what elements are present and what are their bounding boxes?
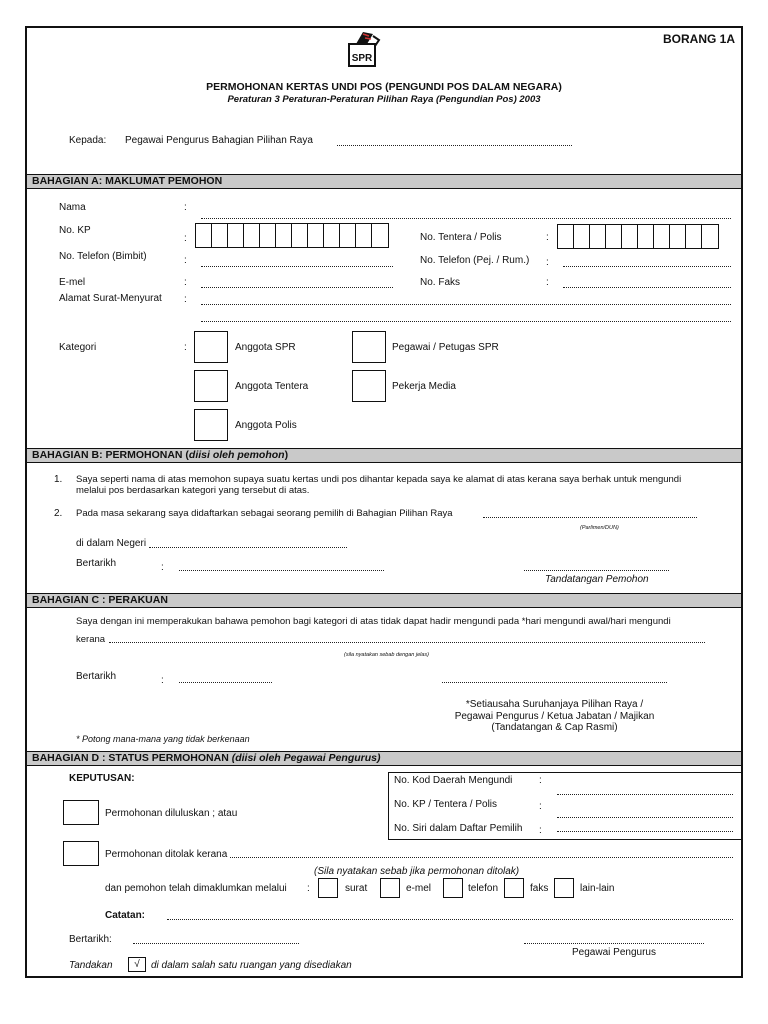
officer-signature-field[interactable]: [524, 943, 704, 944]
c-date-field[interactable]: [179, 682, 272, 683]
c-signature-field[interactable]: [442, 682, 667, 683]
svg-text:SPR: SPR: [351, 53, 373, 64]
b-item2-text: Pada masa sekarang saya didaftarkan sebagai seorang pemilih di Bahagian Pilihan Raya: [76, 508, 453, 519]
email-field[interactable]: [201, 287, 393, 288]
channel-phone-label: telefon: [468, 883, 499, 894]
channel-email-label: e-mel: [406, 883, 432, 894]
parlimen-note: (Parlimen/DUN): [580, 525, 619, 531]
category-police-checkbox[interactable]: [194, 409, 228, 441]
office-phone-field[interactable]: [563, 266, 731, 267]
category-spr-officer-label: Pegawai / Petugas SPR: [392, 342, 499, 353]
channel-fax-label: faks: [530, 883, 549, 894]
address-field-2[interactable]: [201, 321, 731, 322]
to-label: Kepada:: [69, 135, 107, 146]
serial-label: No. Siri dalam Daftar Pemilih: [394, 823, 523, 834]
form-code: BORANG 1A: [662, 32, 735, 46]
kp-label: No. KP: [59, 225, 91, 236]
c-signer-line3: (Tandatangan & Cap Rasmi): [491, 722, 618, 733]
approved-checkbox[interactable]: [63, 800, 99, 825]
notes-field[interactable]: [167, 919, 733, 920]
spr-logo: [343, 30, 383, 70]
section-a-header: BAHAGIAN A: MAKLUMAT PEMOHON: [27, 174, 741, 189]
office-phone-label: No. Telefon (Pej. / Rum.): [420, 255, 530, 266]
section-c-header: BAHAGIAN C : PERAKUAN: [27, 593, 741, 608]
category-police-label: Anggota Polis: [235, 420, 297, 431]
area-code-field[interactable]: [557, 794, 733, 795]
reject-note: (Sila nyatakan sebab jika permohonan ditolak): [314, 866, 520, 877]
kp-input[interactable]: [195, 223, 389, 248]
address-label: Alamat Surat-Menyurat: [59, 293, 162, 304]
c-date-label: Bertarikh: [76, 671, 117, 682]
section-b-header: BAHAGIAN B: PERMOHONAN (diisi oleh pemohon): [27, 448, 741, 463]
fax-field[interactable]: [563, 287, 731, 288]
category-media-checkbox[interactable]: [352, 370, 386, 402]
b-date-label: Bertarikh: [76, 558, 117, 569]
category-label: Kategori: [59, 342, 97, 353]
negeri-field[interactable]: [149, 547, 347, 548]
category-spr-checkbox[interactable]: [194, 331, 228, 363]
b-item1-line1: Saya seperti nama di atas memohon supaya suatu kertas undi pos dihantar kepada saya ke alamat di atas kerana saya berhak untuk mengundi: [76, 474, 682, 485]
c-signer-line1: *Setiausaha Suruhanjaya Pilihan Raya /: [465, 699, 644, 710]
channel-phone-checkbox[interactable]: [443, 878, 463, 898]
d-kp-label: No. KP / Tentera / Polis: [394, 799, 498, 810]
tick-suffix: di dalam salah satu ruangan yang disediakan: [151, 960, 352, 971]
b-signature-label: Tandatangan Pemohon: [545, 574, 649, 585]
channel-email-checkbox[interactable]: [380, 878, 400, 898]
category-spr-officer-checkbox[interactable]: [352, 331, 386, 363]
c-reason-note: (sila nyatakan sebab dengan jelas): [344, 652, 430, 658]
form-subtitle: Peraturan 3 Peraturan-Peraturan Pilihan Raya (Pengundian Pos) 2003: [227, 94, 541, 105]
category-army-checkbox[interactable]: [194, 370, 228, 402]
name-label: Nama: [59, 202, 86, 213]
reject-reason-field[interactable]: [230, 857, 733, 858]
rejected-checkbox[interactable]: [63, 841, 99, 866]
phone-field[interactable]: [201, 266, 393, 267]
c-line1: Saya dengan ini memperakukan bahawa pemohon bagi kategori di atas tidak dapat hadir mengundi pada *hari mengundi awal/hari mengundi: [76, 616, 671, 627]
decision-label: KEPUTUSAN:: [69, 773, 135, 784]
serial-field[interactable]: [557, 831, 733, 832]
d-kp-field[interactable]: [557, 817, 733, 818]
b-item1-line2: melalui pos berdasarkan kategori yang tersebut di atas.: [76, 485, 310, 496]
army-input[interactable]: [557, 224, 719, 249]
form-frame: BORANG 1A SPR PERMOHONAN KERTAS UNDI POS (PENGUNDI POS DALAM NEGARA) Peraturan 3 Peraturan-Peraturan Pilihan Raya (Pengundian Pos) 2003 Kepada: Pegawai Pengurus Bahagian Pilihan Raya BAHAGIAN A: MAKLUMAT PEMOHON Nama : No. KP : No. Tentera / Polis : No. Telefon (Bimbit) : No. Telefon (Pej. / Rum.) : E-mel : No. Faks : Alamat Surat-Menyurat : Kategori : Anggota SPR Pegawai / Petugas SPR Anggota Tentera Pekerja Media Anggota Polis BAHAGIAN B: PERMOHONAN (diisi oleh pemohon) 1. Saya seperti nama di atas memohon supaya suatu kertas undi pos dihantar kepada saya ke alamat di atas kerana saya berhak untuk mengundi melalui pos berdasarkan kategori yang tersebut di atas. 2. Pada masa sekarang saya didaftarkan sebagai seorang pemilih di Bahagian Pilihan Raya (Parlimen/DUN) di dalam Negeri Bertarikh : Tandatangan Pemohon BAHAGIAN C : PERAKUAN Saya dengan ini memperakukan bahawa pemohon bagi kategori di atas tidak dapat hadir mengundi pada *hari mengundi awal/hari mengundi kerana (sila nyatakan sebab dengan jelas) Bertarikh : *Setiausaha Suruhanjaya Pilihan Raya / Pegawai Pengurus / Ketua Jabatan / Majikan (Tandatangan & Cap Rasmi) * Potong mana-mana yang tidak berkenaan BAHAGIAN D : STATUS PERMOHONAN (diisi oleh Pegawai Pengurus) KEPUTUSAN: No. Kod Daerah Mengundi : No. KP / Tentera / Polis : No. Siri dalam Daftar Pemilih : Permohonan diluluskan ; atau Permohonan ditolak kerana (Sila nyatakan sebab jika permohonan ditolak) dan pemohon telah dimaklumkan melalui : surat e-mel telefon faks lain-lain Catatan: Bertarikh: Pegawai Pengurus Tandakan √ di dalam salah satu ruangan yang disediakan: [25, 26, 743, 978]
c-line2: kerana: [76, 634, 106, 645]
d-date-field[interactable]: [133, 943, 299, 944]
phone-label: No. Telefon (Bimbit): [59, 251, 147, 262]
channel-other-label: lain-lain: [580, 883, 615, 894]
c-signer-line2: Pegawai Pengurus / Ketua Jabatan / Majikan: [454, 711, 655, 722]
notified-label: dan pemohon telah dimaklumkan melalui: [105, 883, 287, 894]
tick-prefix: Tandakan: [69, 960, 113, 971]
form-title: PERMOHONAN KERTAS UNDI POS (PENGUNDI POS DALAM NEGARA): [206, 81, 562, 93]
channel-surat-label: surat: [345, 883, 368, 894]
category-spr-label: Anggota SPR: [235, 342, 296, 353]
notes-label: Catatan:: [105, 910, 146, 921]
name-field[interactable]: [201, 218, 731, 219]
approved-label: Permohonan diluluskan ; atau: [105, 808, 238, 819]
category-army-label: Anggota Tentera: [235, 381, 309, 392]
channel-other-checkbox[interactable]: [554, 878, 574, 898]
b-signature-field[interactable]: [524, 570, 669, 571]
channel-surat-checkbox[interactable]: [318, 878, 338, 898]
officer-label: Pegawai Pengurus: [572, 947, 656, 958]
army-label: No. Tentera / Polis: [420, 232, 502, 243]
rejected-label: Permohonan ditolak kerana: [105, 849, 228, 860]
c-footnote: * Potong mana-mana yang tidak berkenaan: [76, 734, 250, 744]
category-media-label: Pekerja Media: [392, 381, 456, 392]
email-label: E-mel: [59, 277, 86, 288]
area-code-label: No. Kod Daerah Mengundi: [394, 775, 513, 786]
to-field[interactable]: [337, 145, 572, 146]
address-field-1[interactable]: [201, 304, 731, 305]
constituency-field[interactable]: [483, 517, 697, 518]
b-date-field[interactable]: [179, 570, 384, 571]
section-d-header: BAHAGIAN D : STATUS PERMOHONAN (diisi oleh Pegawai Pengurus): [27, 751, 741, 766]
c-reason-field[interactable]: [109, 642, 705, 643]
fax-label: No. Faks: [420, 277, 461, 288]
negeri-label: di dalam Negeri: [76, 538, 147, 549]
tick-icon: √: [128, 957, 146, 972]
to-value: Pegawai Pengurus Bahagian Pilihan Raya: [125, 135, 313, 146]
d-date-label: Bertarikh:: [69, 934, 112, 945]
channel-fax-checkbox[interactable]: [504, 878, 524, 898]
